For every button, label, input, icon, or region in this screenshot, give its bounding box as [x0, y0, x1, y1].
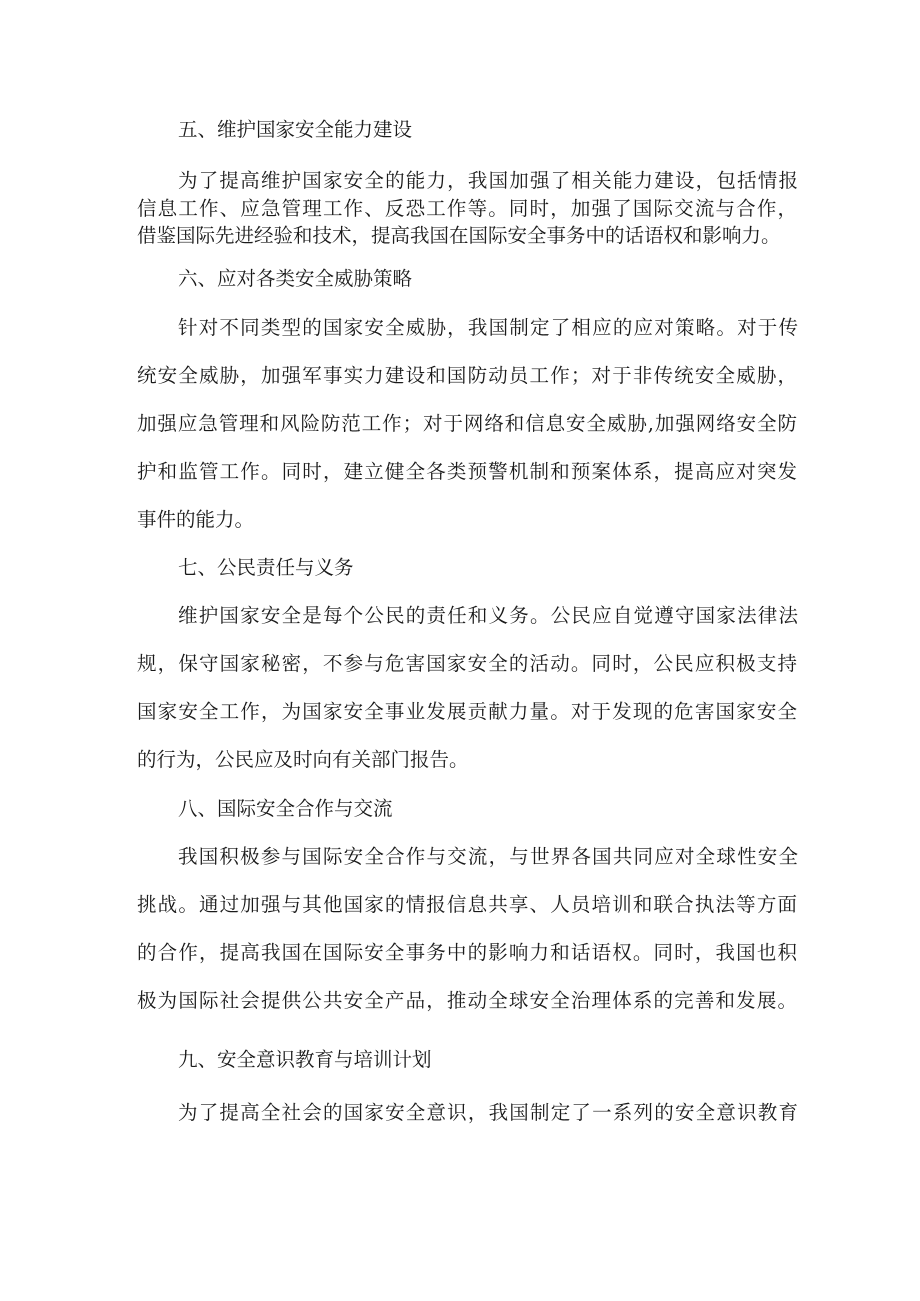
paragraph-line: 信息工作、应急管理工作、反恐工作等。同时，加强了国际交流与合作， — [137, 197, 797, 220]
paragraph-line: 统安全威胁，加强军事实力建设和国防动员工作；对于非传统安全威胁， — [137, 364, 797, 387]
section-heading-8: 八、国际安全合作与交流 — [178, 797, 393, 820]
paragraph-line: 加强应急管理和风险防范工作；对于网络和信息安全威胁,加强网络安全防 — [137, 412, 797, 435]
section-heading-9: 九、安全意识教育与培训计划 — [178, 1048, 432, 1071]
paragraph-line: 为了提高维护国家安全的能力，我国加强了相关能力建设，包括情报 — [178, 169, 798, 192]
paragraph-line: 借鉴国际先进经验和技术，提高我国在国际安全事务中的话语权和影响力。 — [137, 224, 781, 247]
paragraph-line: 事件的能力。 — [137, 508, 255, 531]
paragraph-line: 的行为，公民应及时向有关部门报告。 — [137, 748, 469, 771]
paragraph-line: 维护国家安全是每个公民的责任和义务。公民应自觉遵守国家法律法 — [178, 604, 798, 627]
paragraph-line: 国家安全工作，为国家安全事业发展贡献力量。对于发现的危害国家安全 — [137, 700, 797, 723]
paragraph-line: 挑战。通过加强与其他国家的情报信息共享、人员培训和联合执法等方面 — [137, 893, 797, 916]
paragraph-line: 我国积极参与国际安全合作与交流，与世界各国共同应对全球性安全 — [178, 845, 798, 868]
paragraph-line: 极为国际社会提供公共安全产品，推动全球安全治理体系的完善和发展。 — [137, 989, 797, 1012]
paragraph-line: 规，保守国家秘密，不参与危害国家安全的活动。同时，公民应积极支持 — [137, 652, 797, 675]
section-heading-7: 七、公民责任与义务 — [178, 556, 354, 579]
section-heading-6: 六、应对各类安全威胁策略 — [178, 267, 413, 290]
paragraph-line: 为了提高全社会的国家安全意识，我国制定了一系列的安全意识教育 — [178, 1101, 798, 1124]
section-heading-5: 五、维护国家安全能力建设 — [178, 118, 413, 141]
paragraph-line: 针对不同类型的国家安全威胁，我国制定了相应的应对策略。对于传 — [178, 316, 798, 339]
paragraph-line: 护和监管工作。同时，建立健全各类预警机制和预案体系，提高应对突发 — [137, 460, 797, 483]
paragraph-line: 的合作，提高我国在国际安全事务中的影响力和话语权。同时，我国也积 — [137, 941, 797, 964]
